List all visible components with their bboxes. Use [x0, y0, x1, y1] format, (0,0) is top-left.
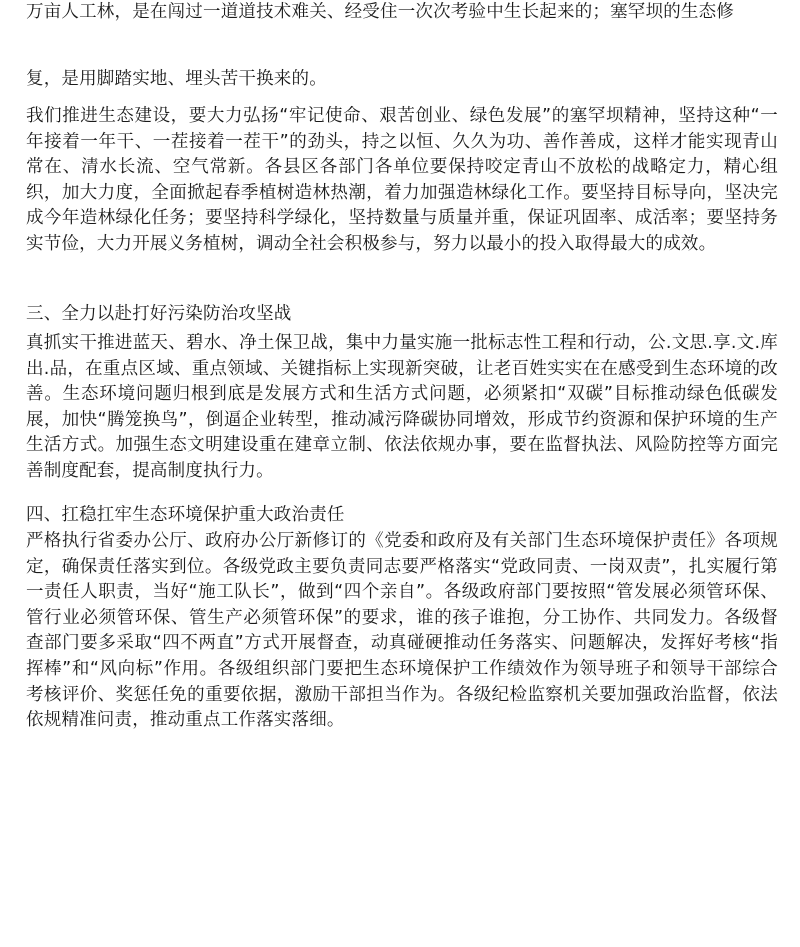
- paragraph-pollution-control: 真抓实干推进蓝天、碧水、净土保卫战，集中力量实施一批标志性工程和行动，公.文思.享.文.库出.品，在重点区域、重点领域、关键指标上实现新突破，让老百姓实实在在感受到生态环境的改善。生态环境问题归根到底是发展方式和生活方式问题，必须紧扣“双碳”目标推动绿色低碳发展，加快“腾笼换鸟”，倒逼企业转型，推动减污降碳协同增效，形成节约资源和保护环境的生产生活方式。加强生态文明建设重在建章立制、依法依规办事，要在监督执法、风险防控等方面完善制度配套，提高制度执行力。: [26, 333, 778, 481]
- paragraph-continued-top: 万亩人工林，是在闯过一道道技术难关、经受住一次次考验中生长起来的；塞罕坝的生态修: [26, 2, 734, 22]
- paragraph-political-responsibility: 严格执行省委办公厅、政府办公厅新修订的《党委和政府及有关部门生态环境保护责任》各项规定，确保责任落实到位。各级党政主要负责同志要严格落实“党政同责、一岗双责”，扎实履行第一责任人职责，当好“施工队长”，做到“四个亲自”。各级政府部门要按照“管发展必须管环保、管行业必须管环保、管生产必须管环保”的要求，谁的孩子谁抱，分工协作、共同发力。各级督查部门要多采取“四不两直”方式开展督查，动真碰硬推动任务落实、问题解决，发挥好考核“指挥棒”和“风向标”作用。各级组织部门要把生态环境保护工作绩效作为领导班子和领导干部综合考核评价、奖惩任免的重要依据，激励干部担当作为。各级纪检监察机关要加强政治监督，依法依规精准问责，推动重点工作落实落细。: [26, 531, 778, 731]
- section-heading-3: 三、全力以赴打好污染防治攻坚战: [26, 304, 292, 324]
- section-heading-4: 四、扛稳扛牢生态环境保护重大政治责任: [26, 505, 345, 525]
- paragraph-continued-end: 复，是用脚踏实地、埋头苦干换来的。: [26, 69, 327, 89]
- paragraph-ecological-construction: 我们推进生态建设，要大力弘扬“牢记使命、艰苦创业、绿色发展”的塞罕坝精神，坚持这种“一年接着一年干、一茬接着一茬干”的劲头，持之以恒、久久为功、善作善成，这样才能实现青山常在、清水长流、空气常新。各县区各部门各单位要保持咬定青山不放松的战略定力，精心组织，加大力度，全面掀起春季植树造林热潮，着力加强造林绿化工作。要坚持目标导向，坚决完成今年造林绿化任务；要坚持科学绿化，坚持数量与质量并重，保证巩固率、成活率；要坚持务实节俭，大力开展义务植树，调动全社会积极参与，努力以最小的投入取得最大的成效。: [26, 106, 778, 254]
